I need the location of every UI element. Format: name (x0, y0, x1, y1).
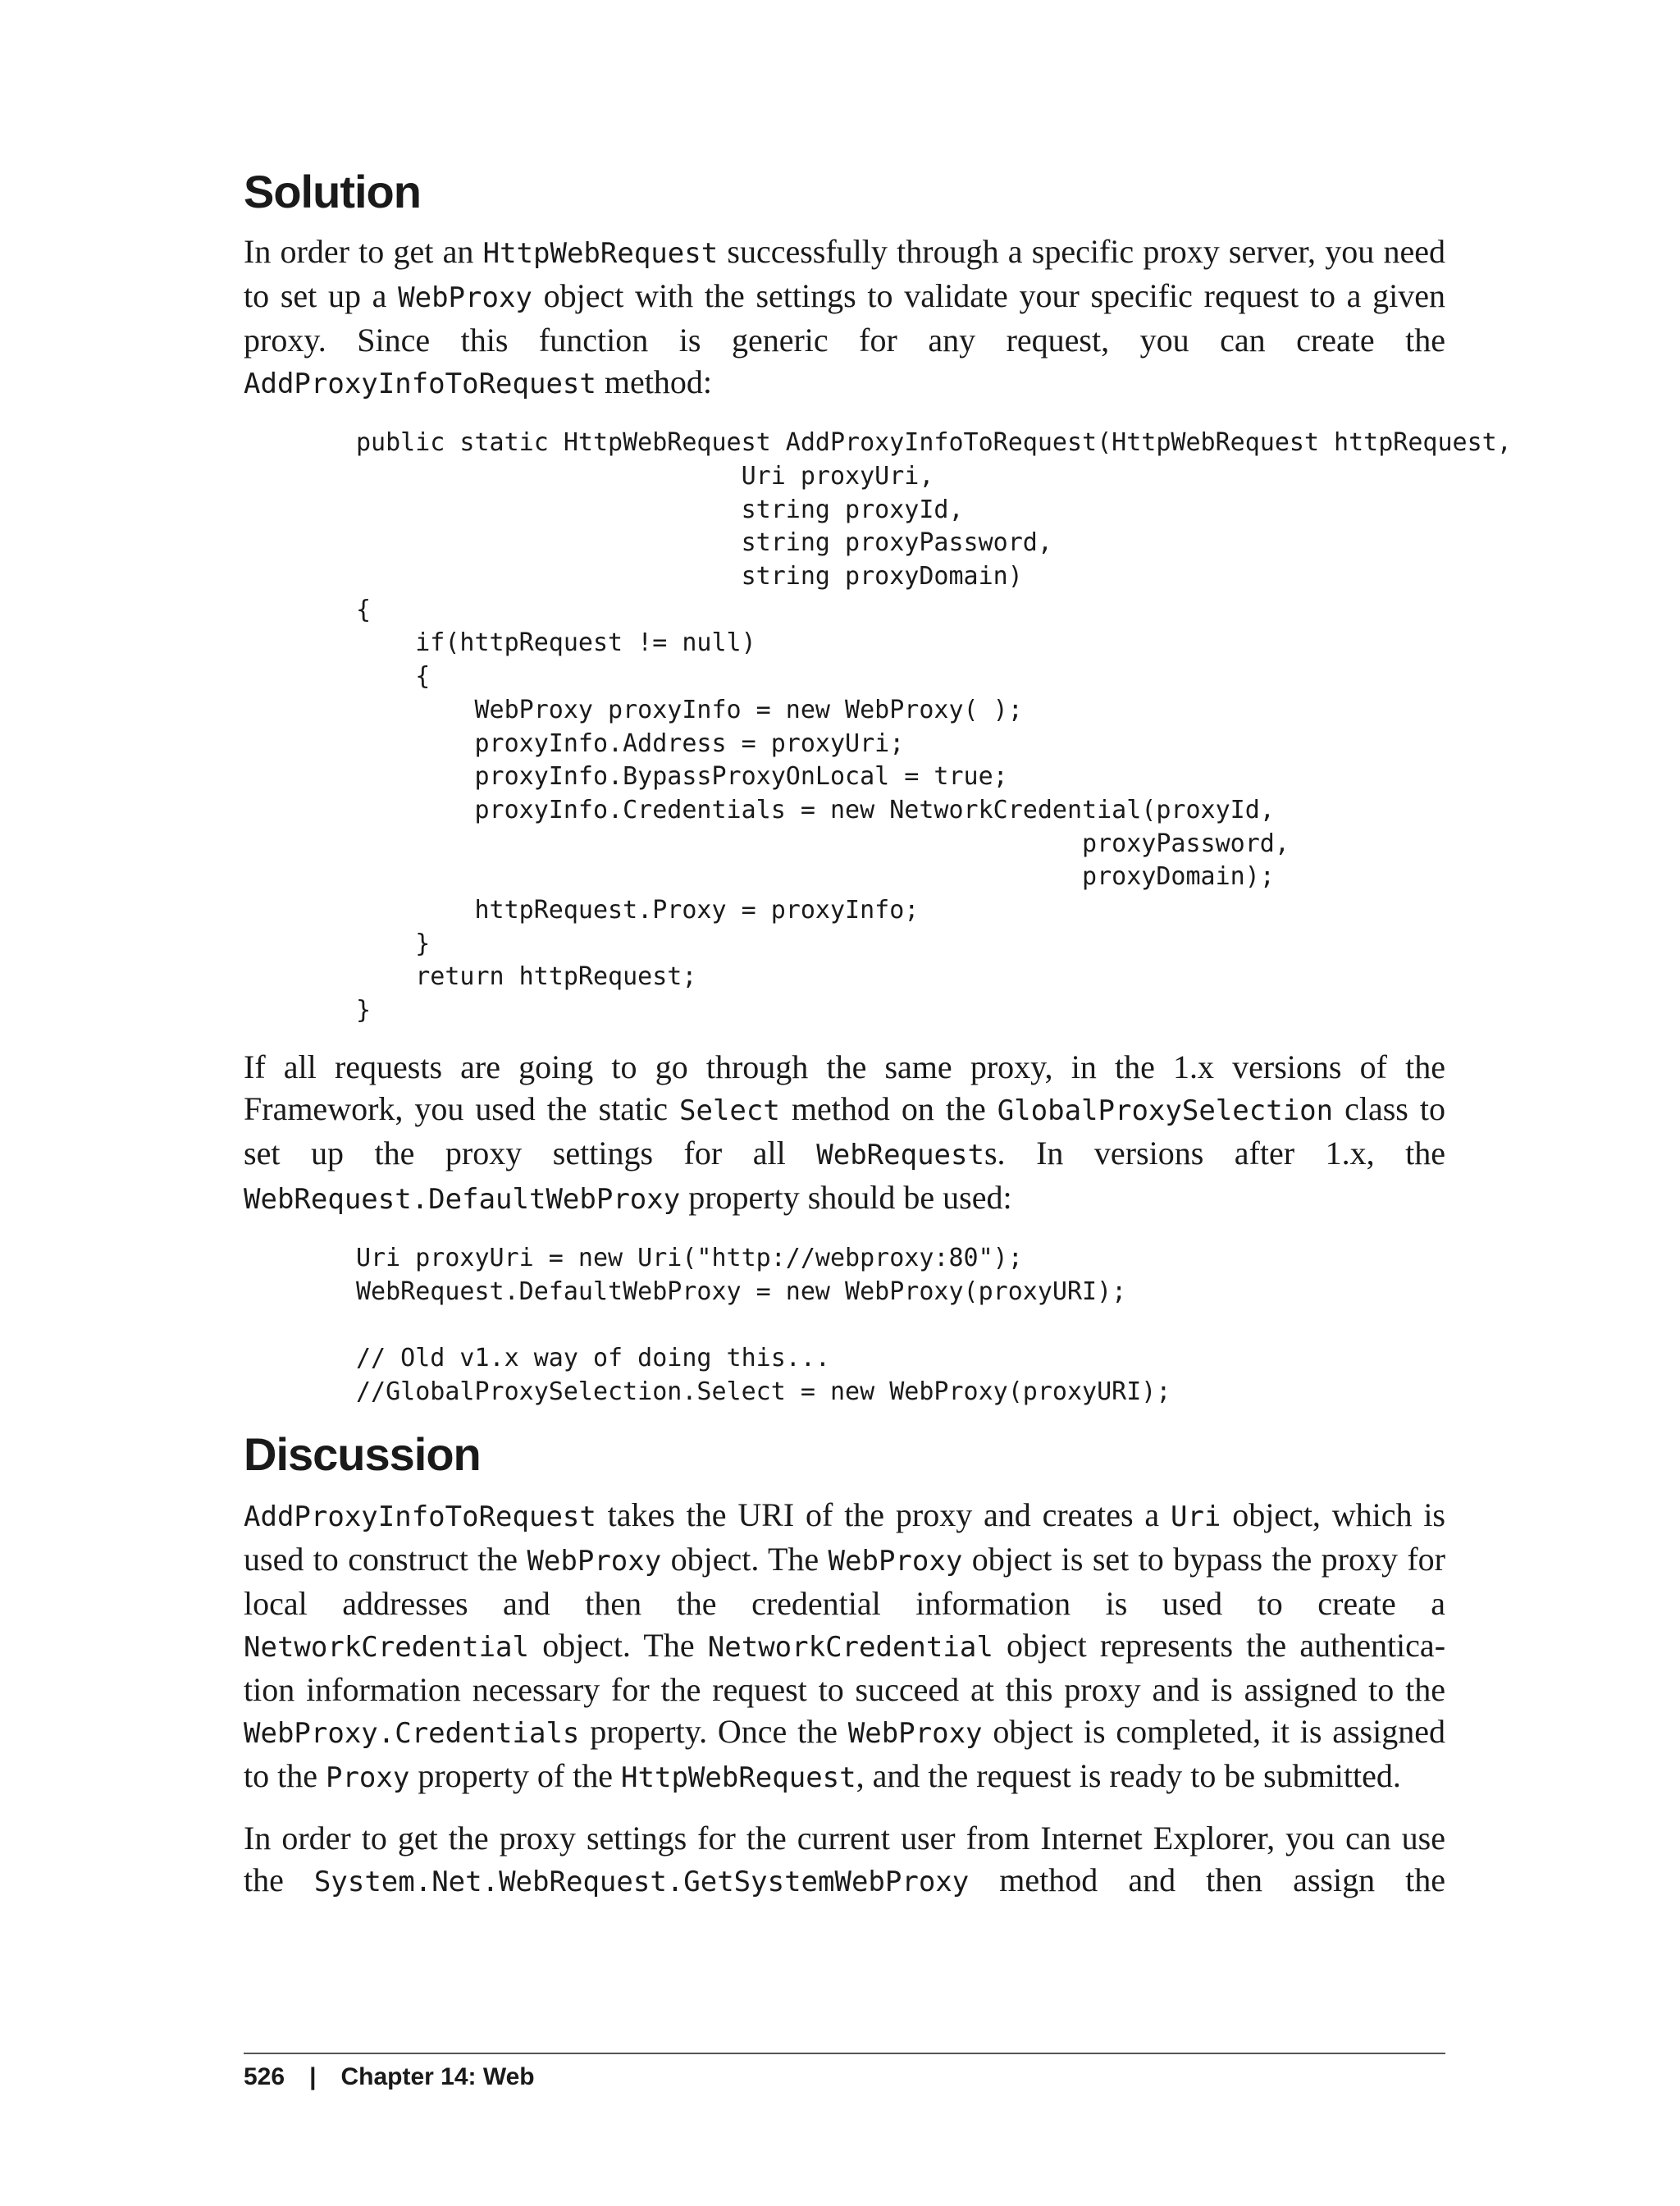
solution-heading: Solution (244, 166, 421, 217)
page-number: 526 (244, 2063, 285, 2090)
inline-code: Uri (1170, 1500, 1221, 1533)
inline-code: HttpWebRequest (621, 1761, 856, 1794)
inline-code: WebProxy.Credentials (244, 1716, 580, 1750)
discussion-heading: Discussion (244, 1428, 481, 1481)
inline-code: Proxy (325, 1761, 410, 1794)
page-content (244, 164, 1512, 1903)
discussion-paragraph-2: In order to get the proxy settings for the current user from Internet Explorer, you can use the System.Net.WebRequest.GetSystemWebProxy method and then assign the (244, 1819, 1445, 1898)
inline-code: NetworkCredential (244, 1630, 529, 1664)
solution-paragraph-1: In order to get an HttpWebRequest successfully through a specific proxy server, you need to set up a WebProxy object with the settings to validate your specific request to a given proxy. Since this function is generic for any request, you can create the AddProxyInfoToRequest method: (244, 233, 1446, 401)
code-block-add-proxy-info: public static HttpWebRequest AddProxyInfoToRequest(HttpWebRequest httpRequest, Uri proxyUri, string proxyId, string proxyPassword, string proxyDomain) { if(httpRequest != null) { WebProxy proxyInfo = new WebProxy( ); proxyInfo.Address = proxyUri; proxyInfo.BypassProxyOnLocal = true; proxyInfo.Credentials = new NetworkCredential(proxyId, proxyPassword, proxyDomain); httpRequest.Proxy = proxyInfo; } return httpRequest; } (356, 428, 1512, 1025)
inline-code: System.Net.WebRequest.GetSystemWebProxy (313, 1865, 970, 1898)
inline-code: GlobalProxySelection (997, 1094, 1334, 1127)
inline-code: HttpWebRequest (482, 237, 719, 271)
solution-paragraph-2: If all requests are going to go through the same proxy, in the 1.x versions of the Framework, you used the static Select method on the GlobalProxySelection class to set up the proxy settings for all WebRequests. In versions after 1.x, the WebRequest.DefaultWebProxy property should be used: (244, 1048, 1446, 1216)
inline-code: AddProxyInfoToRequest (244, 368, 596, 401)
page-footer (244, 2061, 535, 2094)
inline-code: WebProxy (398, 281, 532, 315)
inline-code: WebProxy (847, 1716, 983, 1750)
discussion-paragraph-1: AddProxyInfoToRequest takes the URI of the proxy and creates a Uri object, which is used to construct the WebProxy object. The WebProxy object is set to bypass the proxy for local addresses and then the credential information is used to create a NetworkCredential object. The NetworkCredential object represents the authentication information necessary for the request to succeed at this proxy and is assigned to the WebProxy.Credentials property. Once the WebProxy object is completed, it is assigned to the Proxy property of the HttpWebRequest, and the request is ready to be submitted. (244, 1496, 1446, 1794)
inline-code: AddProxyInfoToRequest (244, 1500, 596, 1533)
inline-code: WebProxy (828, 1544, 963, 1578)
footer-separator: | (309, 2063, 317, 2090)
inline-code: Select (679, 1094, 780, 1127)
inline-code: WebRequest.DefaultWebProxy (244, 1182, 681, 1216)
inline-code: WebProxy (527, 1544, 662, 1578)
footer-divider (244, 2053, 1445, 2054)
chapter-title: Chapter 14: Web (340, 2063, 535, 2090)
code-block-default-web-proxy: Uri proxyUri = new Uri("http://webproxy:80"); WebRequest.DefaultWebProxy = new WebProxy(proxyURI); // Old v1.x way of doing this... //GlobalProxySelection.Select = new WebProxy(proxyURI); (356, 1243, 1171, 1406)
inline-code: NetworkCredential (707, 1630, 993, 1664)
inline-code: WebRequest (816, 1138, 984, 1172)
